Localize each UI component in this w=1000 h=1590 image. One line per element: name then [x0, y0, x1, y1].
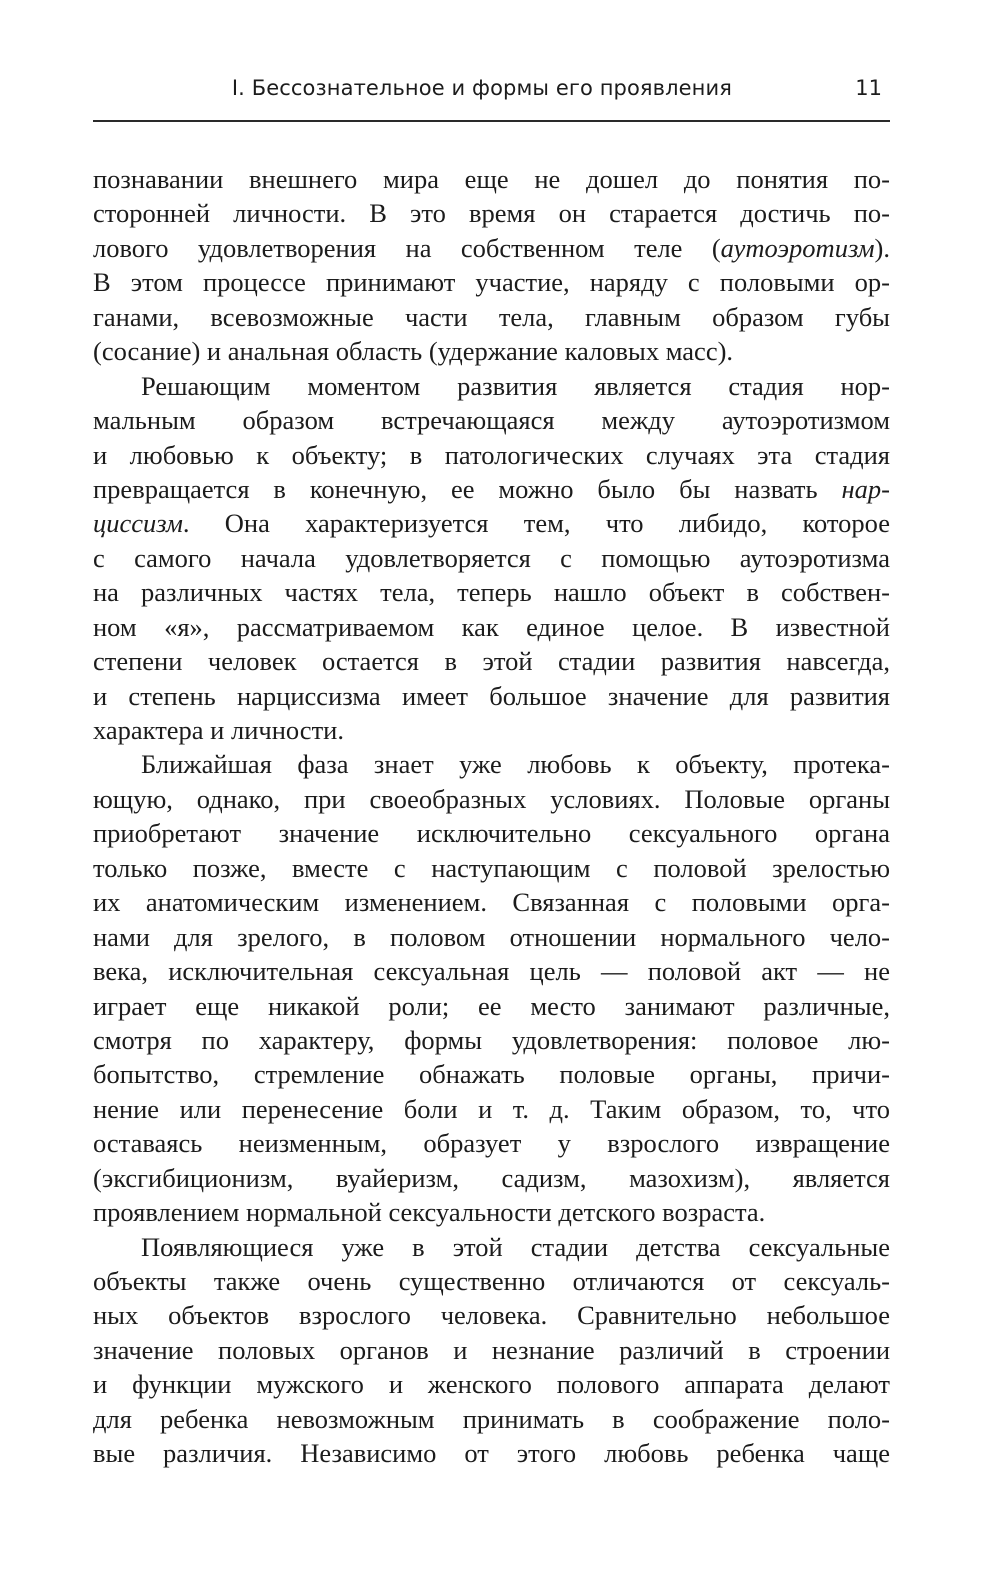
text-line: (сосание) и анальная область (удержание каловых масс).	[93, 336, 734, 367]
text-line: объекты также очень существенно отличаются от сексуаль-	[93, 1266, 890, 1296]
text-line: и функции мужского и женского полового аппарата делают	[93, 1369, 890, 1400]
text-line: и степень нарциссизма имеет большое значение для развития	[93, 680, 890, 711]
text-line: Появляющиеся уже в этой стадии детства сексуальные	[141, 1231, 890, 1262]
italic-term: аутоэротизм	[720, 232, 875, 263]
text-run: превращается в конечную, ее можно было бы назвать	[93, 473, 842, 504]
text-line: для ребенка невозможным принимать в соображение поло-	[93, 1403, 890, 1434]
text-line: ганами, всевозможные части тела, главным образом губы	[93, 301, 890, 332]
text-line: значение половых органов и незнание различий в строении	[93, 1334, 890, 1365]
italic-term: нар-	[841, 473, 890, 504]
text-line: вые различия. Независимо от этого любовь ребенка чаще	[93, 1438, 890, 1469]
text-line: на различных частях тела, теперь нашло объект в собствен-	[93, 577, 890, 608]
text-line: (эксгибиционизм, вуайеризм, садизм, мазохизм), является	[93, 1162, 890, 1193]
text-line: ных объектов взрослого человека. Сравнительно небольшое	[93, 1300, 890, 1331]
text-line: нами для зрелого, в половом отношении нормального чело-	[93, 921, 890, 952]
text-line: только позже, вместе с наступающим с половой зрелостью	[93, 852, 890, 883]
text-line: приобретают значение исключительно сексуального органа	[93, 818, 890, 849]
text-line: с самого начала удовлетворяется с помощью аутоэротизма	[93, 542, 890, 573]
text-line: познавании внешнего мира еще не дошел до понятия по-	[93, 164, 890, 194]
text-line: мальным образом встречающаяся между аутоэротизмом	[93, 405, 890, 436]
text-line	[93, 472, 890, 506]
text-line: и любовью к объекту; в патологических случаях эта стадия	[93, 439, 890, 470]
text-line: Решающим моментом развития является стадия нор-	[141, 370, 890, 401]
text-line: их анатомическим изменением. Связанная с половыми орга-	[93, 887, 890, 918]
text-line: проявлением нормальной сексуальности детского возраста.	[93, 1197, 766, 1228]
text-line: ющую, однако, при своеобразных условиях. Половые органы	[93, 783, 890, 814]
text-line: В этом процессе принимают участие, наряду с половыми ор-	[93, 267, 890, 298]
body-text	[93, 162, 890, 1471]
text-line: века, исключительная сексуальная цель — половой акт — не	[93, 956, 890, 987]
text-line: Ближайшая фаза знает уже любовь к объекту, протека-	[141, 749, 890, 780]
page-number: 11	[855, 76, 882, 100]
text-line: играет еще никакой роли; ее место занимают различные,	[93, 990, 890, 1021]
text-line: сторонней личности. В это время он старается достичь по-	[93, 198, 890, 229]
text-line	[93, 506, 890, 540]
text-run: лового удовлетворения на собственном теле (	[93, 232, 721, 263]
text-line: смотря по характеру, формы удовлетворения: половое лю-	[93, 1024, 890, 1055]
text-line: степени человек остается в этой стадии развития навсегда,	[93, 646, 890, 677]
text-line: нение или перенесение боли и т. д. Таким образом, то, что	[93, 1093, 890, 1124]
text-line: бопытство, стремление обнажать половые органы, причи-	[93, 1059, 890, 1090]
text-line: характера и личности.	[93, 715, 344, 745]
text-line: оставаясь неизменным, образует у взрослого извращение	[93, 1128, 890, 1159]
chapter-title: I. Бессознательное и формы его проявления	[231, 76, 732, 100]
text-line	[93, 231, 890, 265]
italic-term: циссизм	[93, 508, 183, 539]
text-line: ном «я», рассматриваемом как единое целое. В известной	[93, 611, 890, 642]
text-run: . Она характеризуется тем, что либидо, которое	[182, 508, 890, 539]
text-run: ).	[874, 232, 890, 263]
running-header	[93, 70, 890, 122]
